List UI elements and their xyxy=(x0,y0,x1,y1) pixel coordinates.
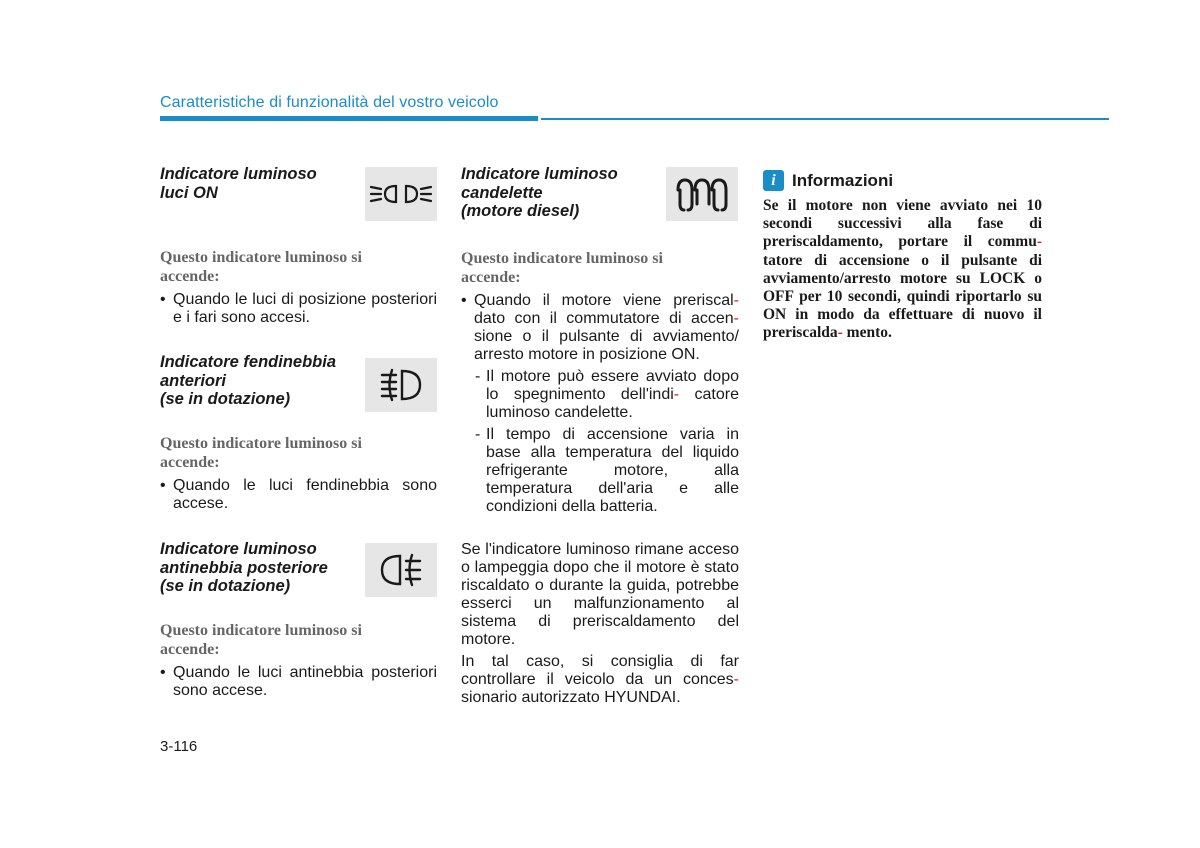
rear-fog-light-icon xyxy=(365,543,437,597)
info-icon: i xyxy=(763,170,784,191)
rear-fog-bullet: • Quando le luci antinebbia posteriori sono accese. xyxy=(160,664,437,700)
front-fog-section xyxy=(160,353,437,513)
info-title: Informazioni xyxy=(792,170,894,190)
glow-plug-dash-2: - Il tempo di accensione varia in base alla temperatura del liquido refrigerante motore, alla temperatura dell'aria e alle condizioni della batteria. xyxy=(461,426,739,516)
lights-on-section xyxy=(160,165,437,327)
info-header xyxy=(763,170,1042,191)
header-rule-thick xyxy=(160,116,538,121)
glow-plug-section xyxy=(461,165,739,707)
rear-fog-lead: Questo indicatore luminoso si accende: xyxy=(160,621,362,658)
lights-on-bullet: • Quando le luci di posizione posteriori e i fari sono accesi. xyxy=(160,291,437,327)
glow-plug-dash-1: - Il motore può essere avviato dopo lo spegnimento dell'indi- catore luminoso candelette. xyxy=(461,368,739,422)
lights-on-heading: Indicatore luminoso luci ON xyxy=(160,165,317,202)
header-rule-thin xyxy=(541,118,1109,120)
headlight-icon xyxy=(365,167,437,221)
glow-plug-paragraph-1: Se l'indicatore luminoso rimane acceso o lampeggia dopo che il motore è stato riscaldato o durante la guida, potrebbe esserci un malfunzionamento al sistema di preriscaldamento del motore. xyxy=(461,540,739,648)
front-fog-bullet: • Quando le luci fendinebbia sono accese. xyxy=(160,477,437,513)
section-title: Caratteristiche di funzionalità del vostro veicolo xyxy=(160,94,499,111)
front-fog-heading: Indicatore fendinebbia anteriori (se in dotazione) xyxy=(160,353,337,408)
front-fog-lead: Questo indicatore luminoso si accende: xyxy=(160,434,362,471)
glow-plug-bullet: • Quando il motore viene preriscal- dato con il commutatore di accen- sione o il pulsante di avviamento/ arresto motore in posizione ON. xyxy=(461,292,739,364)
page-number: 3-116 xyxy=(160,738,198,755)
rear-fog-section xyxy=(160,540,437,700)
glow-plug-lead: Questo indicatore luminoso si accende: xyxy=(461,249,663,286)
info-box xyxy=(763,170,1042,343)
front-fog-light-icon xyxy=(365,358,437,412)
rear-fog-heading: Indicatore luminoso antinebbia posteriore (se in dotazione) xyxy=(160,540,328,595)
glow-plug-heading: Indicatore luminoso candelette (motore diesel) xyxy=(461,165,618,220)
info-body: Se il motore non viene avviato nei 10 secondi successivi alla fase di preriscaldamento, portare il commu- tatore di accensione o il pulsante di avviamento/arresto motore su LOCK o OFF per 10 secondi, quindi riportarlo su ON in modo da effettuare di nuovo il preriscalda- mento. xyxy=(763,197,1042,342)
glow-plug-paragraph-2: In tal caso, si consiglia di far controllare il veicolo da un conces- sionario autorizzato HYUNDAI. xyxy=(461,652,739,706)
glow-plug-icon xyxy=(666,167,738,221)
lights-on-lead: Questo indicatore luminoso si accende: xyxy=(160,249,362,285)
